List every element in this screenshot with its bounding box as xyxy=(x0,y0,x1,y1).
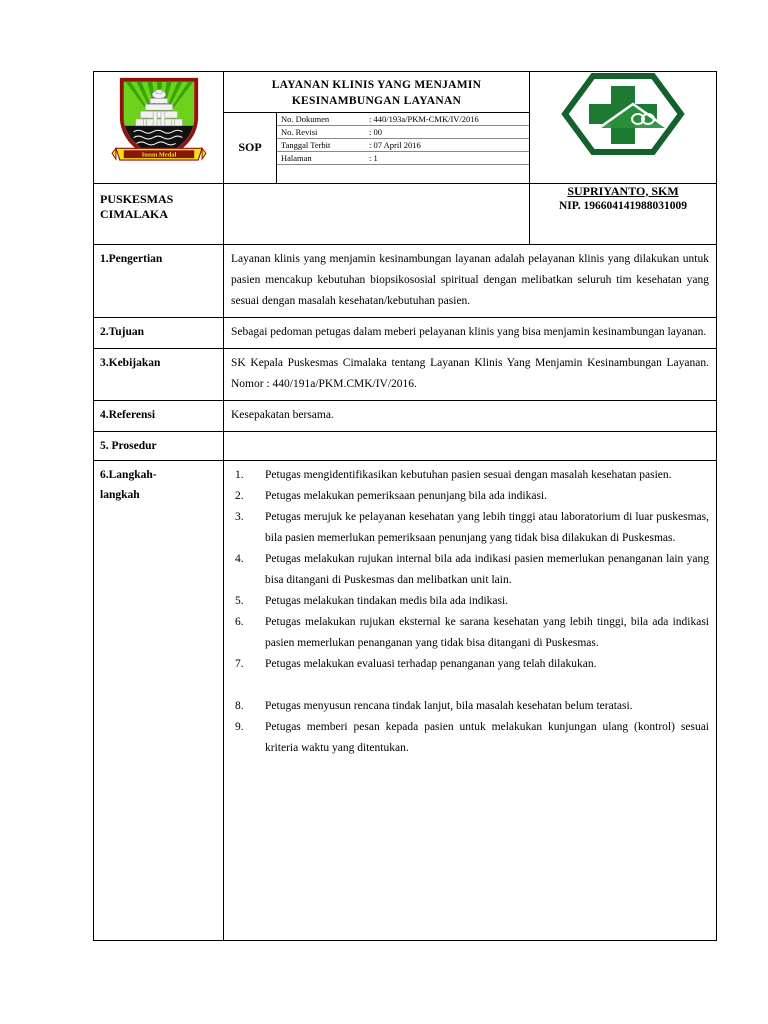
identity-row xyxy=(94,183,717,244)
procedure-steps-cell xyxy=(224,460,717,940)
procedure-step xyxy=(231,465,709,486)
section-label-langkah xyxy=(94,460,224,940)
meta-row-dokumen xyxy=(277,113,529,126)
meta-key-revisi: No. Revisi xyxy=(277,126,365,139)
section-text-tujuan: Sebagai pedoman petugas dalam meberi pelayanan klinis yang bisa menjamin kesinambungan layanan. xyxy=(224,317,717,348)
section-row-prosedur xyxy=(94,431,717,460)
meta-value-halaman: : 1 xyxy=(365,152,529,165)
procedure-step xyxy=(231,654,709,675)
step-text: Petugas melakukan rujukan internal bila ada indikasi pasien memerlukan penanganan lain yang bisa ditangani di Puskesmas dan melibatkan unit lain. xyxy=(265,552,709,586)
step-number: 2. xyxy=(235,489,244,502)
step-text: Petugas memberi pesan kepada pasien untuk melakukan kunjungan ulang (kontrol) sesuai kriteria waktu yang ditentukan. xyxy=(265,720,709,754)
meta-row-tanggal xyxy=(277,139,529,152)
puskesmas-health-center-logo-icon xyxy=(559,72,687,156)
motto-ribbon-icon xyxy=(112,148,206,160)
meta-key-dokumen: No. Dokumen xyxy=(277,113,365,126)
right-logo-cell xyxy=(530,72,717,184)
procedure-step xyxy=(231,696,709,717)
step-text: Petugas melakukan evaluasi terhadap penanganan yang telah dilakukan. xyxy=(265,657,597,670)
title-line-1: LAYANAN KLINIS YANG MENJAMIN xyxy=(271,79,482,91)
section-label-kebijakan: 3.Kebijakan xyxy=(94,348,224,400)
title-line-2: KESINAMBUNGAN LAYANAN xyxy=(291,95,462,107)
left-logo-cell xyxy=(94,72,224,184)
sop-document-table xyxy=(93,71,717,941)
meta-row-revisi xyxy=(277,126,529,139)
procedure-step xyxy=(231,507,709,549)
institution-line-1: PUSKESMAS xyxy=(100,191,174,206)
procedure-step xyxy=(231,591,709,612)
step-text: Petugas melakukan pemeriksaan penunjang bila ada indikasi. xyxy=(265,489,547,502)
institution-name-cell xyxy=(94,183,224,244)
meta-value-revisi: : 00 xyxy=(365,126,529,139)
step-number: 7. xyxy=(235,657,244,670)
section-row-pengertian xyxy=(94,244,717,317)
signature-cell xyxy=(530,183,717,244)
meta-value-tanggal: : 07 April 2016 xyxy=(365,139,529,152)
section-row-kebijakan xyxy=(94,348,717,400)
section-label-langkah-line-1: 6.Langkah- xyxy=(100,468,157,481)
procedure-step xyxy=(231,549,709,591)
emblem-motto-text: Insun Medal xyxy=(141,151,176,159)
section-label-tujuan: 2.Tujuan xyxy=(94,317,224,348)
section-row-tujuan xyxy=(94,317,717,348)
institution-line-2: CIMALAKA xyxy=(100,206,168,221)
section-text-kebijakan: SK Kepala Puskesmas Cimalaka tentang Layanan Klinis Yang Menjamin Kesinambungan Layanan. Nomor : 440/191a/PKM.CMK/IV/2016. xyxy=(224,348,717,400)
section-text-pengertian: Layanan klinis yang menjamin kesinambungan layanan adalah pelayanan klinis yang dilakukan untuk pasien mencakup kebutuhan biopsikososial spiritual dengan melibatkan seluruh tim kesehatan yang sesuai dengan masalah kesehatan/kebutuhan pasien. xyxy=(224,244,717,317)
procedure-step xyxy=(231,486,709,507)
header-row xyxy=(94,72,717,184)
step-number: 6. xyxy=(235,615,244,628)
procedure-step-list xyxy=(231,465,709,759)
meta-row-halaman xyxy=(277,152,529,165)
section-label-referensi: 4.Referensi xyxy=(94,400,224,431)
step-number: 1. xyxy=(235,468,244,481)
sumedang-regency-emblem-icon xyxy=(110,72,208,164)
section-row-referensi xyxy=(94,400,717,431)
step-number: 3. xyxy=(235,510,244,523)
identity-blank-cell xyxy=(224,183,530,244)
step-text: Petugas merujuk ke pelayanan kesehatan yang lebih tinggi atau laboratorium di luar puskesmas, bila pasien memerlukan pemeriksaan penunjang yang tidak bisa dilakukan di Puskesmas. xyxy=(265,510,709,544)
step-number: 9. xyxy=(235,720,244,733)
section-row-langkah xyxy=(94,460,717,940)
sop-label: SOP xyxy=(224,113,277,183)
section-label-prosedur: 5. Prosedur xyxy=(94,431,224,460)
signer-name: SUPRIYANTO, SKM xyxy=(567,183,679,198)
section-text-prosedur xyxy=(224,431,717,460)
step-text: Petugas melakukan rujukan eksternal ke sarana kesehatan yang lebih tinggi, bila ada indikasi pasien memerlukan penanganan yang tidak bisa ditangani di Puskesmas. xyxy=(265,615,709,649)
step-text: Petugas menyusun rencana tindak lanjut, bila masalah kesehatan belum teratasi. xyxy=(265,699,633,712)
document-meta-table xyxy=(277,113,529,183)
meta-spacer-left xyxy=(277,165,365,183)
procedure-step xyxy=(231,717,709,759)
meta-row-spacer xyxy=(277,165,529,183)
meta-spacer-right xyxy=(365,165,529,183)
step-text: Petugas mengidentifikasikan kebutuhan pasien sesuai dengan masalah kesehatan pasien. xyxy=(265,468,672,481)
step-number: 4. xyxy=(235,552,244,565)
signer-nip: NIP. 196604141988031009 xyxy=(559,199,687,212)
title-and-meta-cell xyxy=(224,72,530,184)
step-number: 8. xyxy=(235,699,244,712)
step-number: 5. xyxy=(235,594,244,607)
meta-key-halaman: Halaman xyxy=(277,152,365,165)
meta-value-dokumen: : 440/193a/PKM-CMK/IV/2016 xyxy=(365,113,529,126)
meta-key-tanggal: Tanggal Terbit xyxy=(277,139,365,152)
section-label-pengertian: 1.Pengertian xyxy=(94,244,224,317)
document-meta-block xyxy=(277,113,529,183)
procedure-step xyxy=(231,612,709,654)
step-text: Petugas melakukan tindakan medis bila ada indikasi. xyxy=(265,594,509,607)
section-text-referensi: Kesepakatan bersama. xyxy=(224,400,717,431)
section-label-langkah-line-2: langkah xyxy=(100,488,140,501)
document-title xyxy=(224,72,529,113)
